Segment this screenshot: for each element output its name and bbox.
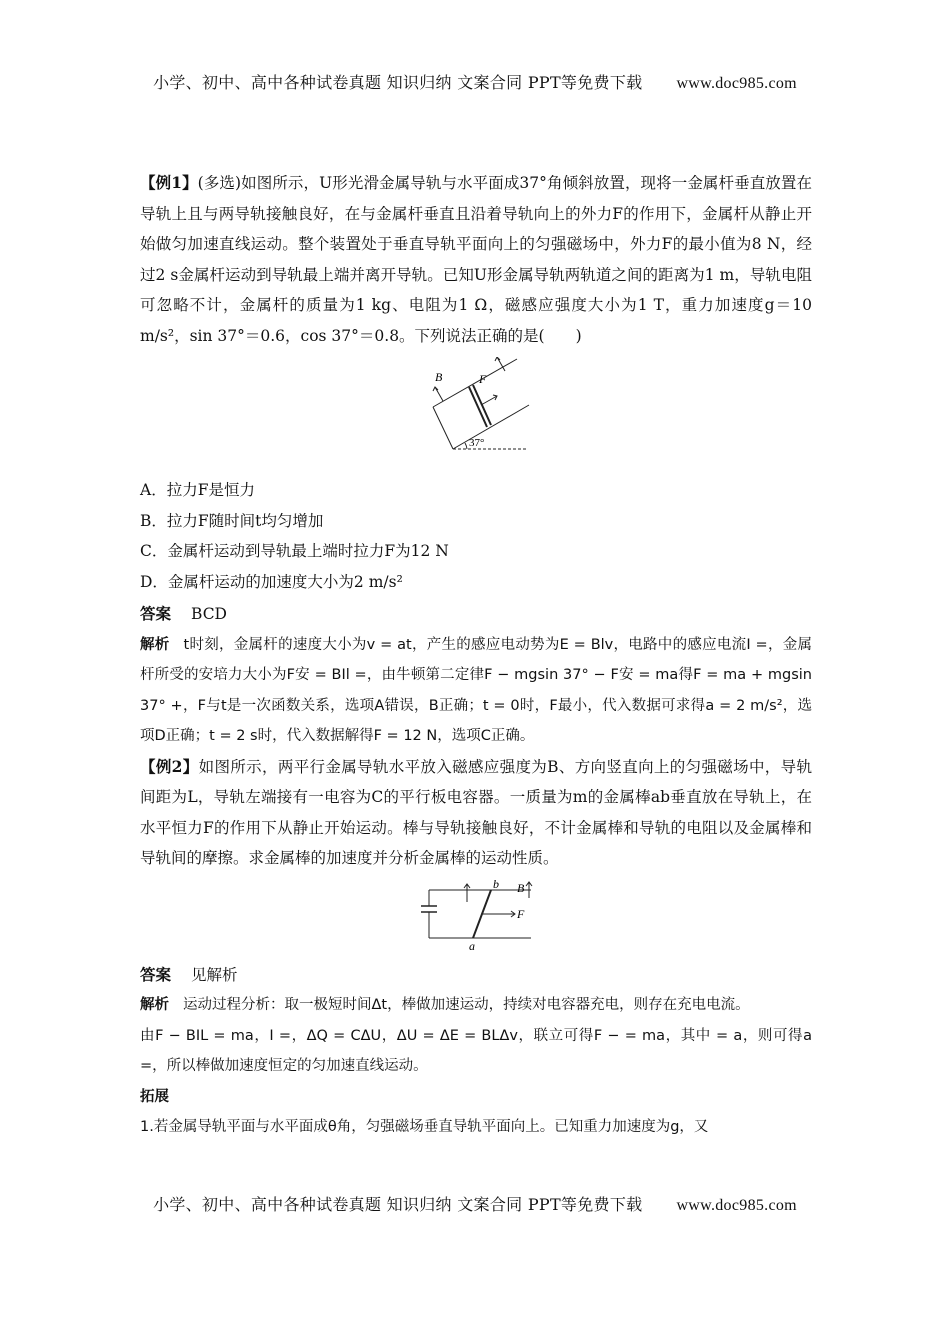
analysis2-text: 运动过程分析：取一极短时间Δt，棒做加速运动，持续对电容器充电，则存在充电电流。: [183, 997, 750, 1013]
fig1-angle-label: 37°: [469, 437, 485, 449]
example1-question: [140, 168, 812, 351]
option-a: A．拉力F是恒力: [140, 481, 255, 499]
inclined-rail-diagram: [421, 357, 531, 467]
answer2-value: 见解析: [191, 965, 238, 984]
analysis-text: t时刻，金属杆的速度大小为v = at，产生的感应电动势为E = Blv，电路中的感应电流I =，金属杆所受的安培力大小为F安 = BIl =，由牛顿第二定律F − mgsin 37° − F安 = ma得F = ma + mgsin 37° +，F与t是一次函数关系，选项A错误，B正确；t = 0时，F最小，代入数据可求得a = 2 m/s²，选项D正确；t = 2 s时，代入数据解得F = 12 N，选项C正确。: [140, 636, 812, 744]
answer2-label: 答案: [140, 964, 172, 984]
example2-analysis: [140, 990, 812, 1021]
example1-label: 【例1】: [140, 173, 198, 192]
answer-value: BCD: [191, 605, 227, 623]
answer-label: 答案: [140, 604, 172, 623]
footer-site: www.doc985.com: [676, 1197, 797, 1214]
horizontal-rail-diagram: [411, 880, 541, 952]
page-footer: [0, 1192, 950, 1215]
extension-item1: 1.若金属导轨平面与水平面成θ角，匀强磁场垂直导轨平面向上。已知重力加速度为g，又: [140, 1119, 709, 1135]
header-text: 小学、初中、高中各种试卷真题 知识归纳 文案合同 PPT等免费下载: [153, 73, 643, 92]
header-site: www.doc985.com: [676, 75, 797, 92]
fig1-f-label: F: [479, 372, 487, 386]
example1-options: [140, 475, 812, 597]
fig2-b-field: B: [517, 880, 525, 895]
example1-text: (多选)如图所示，U形光滑金属导轨与水平面成37°角倾斜放置，现将一金属杆垂直放置在导轨上且与两导轨接触良好，在与金属杆垂直且沿着导轨向上的外力F的作用下，金属杆从静止开始做匀加速直线运动。整个装置处于垂直导轨平面向上的匀强磁场中，外力F的最小值为8 N，经过2 s金属杆运动到导轨最上端并离开导轨。已知U形金属导轨两轨道之间的距离为1 m，导轨电阻可忽略不计，金属杆的质量为1 kg、电阻为1 Ω，磁感应强度大小为1 T，重力加速度g＝10 m/s²，sin 37°＝0.6，cos 37°＝0.8。下列说法正确的是( ): [140, 174, 812, 345]
page-header: [0, 70, 950, 93]
example2-label: 【例2】: [140, 756, 199, 776]
analysis-label: 解析: [140, 636, 170, 653]
footer-text: 小学、初中、高中各种试卷真题 知识归纳 文案合同 PPT等免费下载: [153, 1195, 643, 1214]
fig1-b-label: B: [435, 370, 443, 384]
option-b: B．拉力F随时间t均匀增加: [140, 511, 324, 530]
example2-analysis-cont: 由F − BIL = ma，I =，ΔQ = CΔU，ΔU = ΔE = BLΔv，联立可得F − = ma，其中 = a，则可得a =，所以棒做加速度恒定的匀加速直线运动。: [140, 1027, 812, 1074]
extension-label: 拓展: [140, 1088, 169, 1105]
document-body: [140, 168, 812, 1143]
fig2-a-bottom: a: [469, 938, 475, 952]
example2-figure: [140, 880, 812, 952]
example1-analysis: [140, 630, 812, 752]
fig2-f-label: F: [517, 906, 525, 921]
example2-text: 如图所示，两平行金属导轨水平放入磁感应强度为B、方向竖直向上的匀强磁场中，导轨间距为L，导轨左端接有一电容为C的平行板电容器。一质量为m的金属棒ab垂直放在导轨上，在水平恒力F的作用下从静止开始运动。棒与导轨接触良好，不计金属棒和导轨的电阻以及金属棒和导轨间的摩擦。求金属棒的加速度并分析金属棒的运动性质。: [140, 757, 812, 867]
analysis2-label: 解析: [140, 997, 169, 1013]
option-c: C．金属杆运动到导轨最上端时拉力F为12 N: [140, 542, 449, 560]
option-d: D．金属杆运动的加速度大小为2 m/s²: [140, 572, 403, 591]
example2-question: [140, 752, 812, 874]
fig2-b-top: b: [493, 879, 499, 891]
example2-answer: [140, 960, 812, 991]
example1-answer: [140, 599, 812, 630]
example1-figure: [140, 357, 812, 467]
